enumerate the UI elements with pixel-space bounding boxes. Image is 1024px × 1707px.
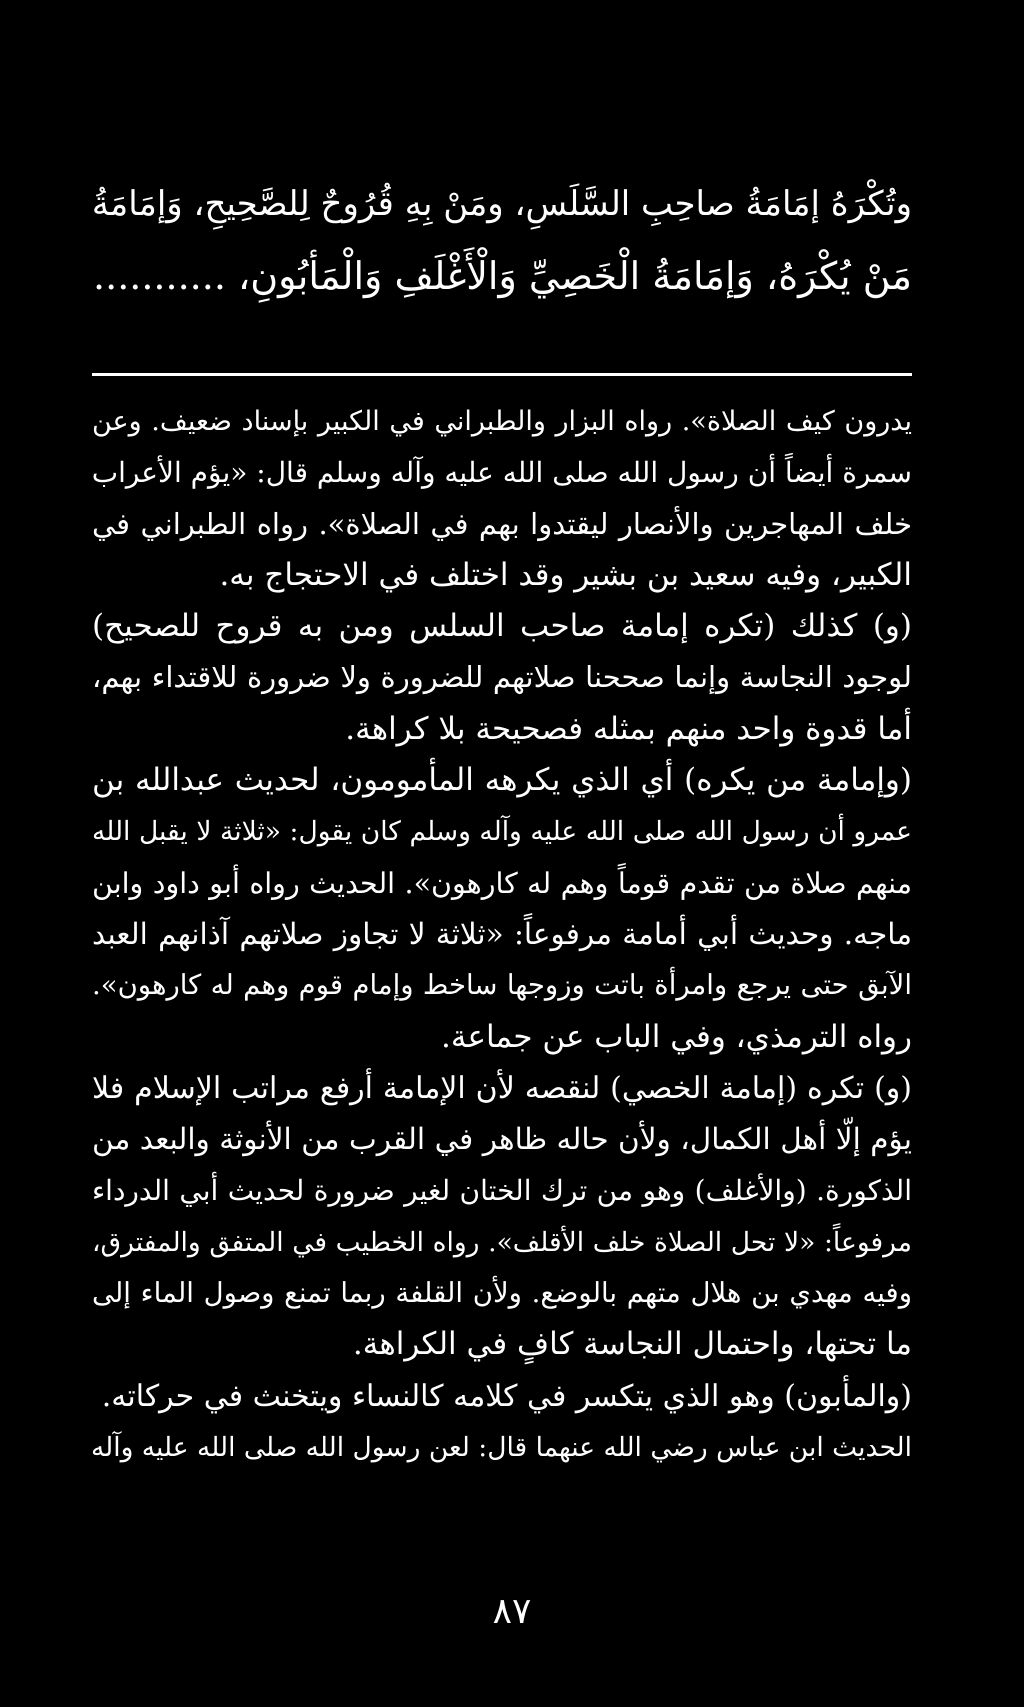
- commentary-line: وفيه مهدي بن هلال متهم بالوضع. ولأن القلفة ربما تمنع وصول الماء إلى: [92, 1277, 912, 1310]
- commentary-line: الآبق حتى يرجع وامرأة باتت وزوجها ساخط وإمام قوم وهم له كارهون».: [92, 969, 912, 1002]
- commentary-line: رواه الترمذي، وفي الباب عن جماعة.: [441, 1018, 912, 1055]
- commentary-line: الحديث ابن عباس رضي الله عنهما قال: لعن رسول الله صلى الله عليه وآله: [90, 1431, 912, 1463]
- commentary-line: سمرة أيضاً أن رسول الله صلى الله عليه وآله وسلم قال: «يؤم الأعراب: [91, 456, 912, 490]
- separator-line: [92, 373, 912, 376]
- commentary-line: ماجه. وحديث أبي أمامة مرفوعاً: «ثلاثة لا تجاوز صلاتهم آذانهم العبد: [92, 916, 912, 951]
- main-text: [92, 168, 912, 312]
- commentary-line: عمرو أن رسول الله صلى الله عليه وآله وسلم كان يقول: «ثلاثة لا يقبل الله: [92, 816, 912, 848]
- commentary-line: منهم صلاة من تقدم قوماً وهم له كارهون». الحديث رواه أبو داود وابن: [92, 866, 912, 900]
- page-number: ٨٧: [492, 1591, 532, 1632]
- commentary-line: (وإمامة من يكره) أي الذي يكرهه المأمومون، لحديث عبدالله بن: [92, 762, 912, 799]
- commentary-line: يؤم إلّا أهل الكمال، ولأن حاله ظاهر في القرب من الأنوثة والبعد من: [92, 1122, 912, 1157]
- commentary-line: (و) كذلك (تكره إمامة صاحب السلس ومن به قروح للصحيح): [92, 608, 912, 645]
- commentary-line: (و) تكره (إمامة الخصي) لنقصه لأن الإمامة أرفع مراتب الإسلام فلا: [92, 1070, 912, 1106]
- commentary-line: الذكورة. (والأغلف) وهو من ترك الختان لغير ضرورة لحديث أبي الدرداء: [92, 1174, 912, 1208]
- main-text-line: مَنْ يُكْرَهُ، وَإمَامَةُ الْخَصِيِّ وَالْأَغْلَفِ وَالْمَأبُونِ، ...........: [93, 254, 912, 298]
- commentary-line: خلف المهاجرين والأنصار ليقتدوا بهم في الصلاة». رواه الطبراني في: [92, 506, 912, 541]
- commentary-line: الكبير، وفيه سعيد بن بشير وقد اختلف في الاحتجاج به.: [219, 556, 912, 593]
- commentary-line: أما قدوة واحد منهم بمثله فصحيحة بلا كراهة.: [345, 710, 912, 747]
- commentary-line: ما تحتها، واحتمال النجاسة كافٍ في الكراهة.: [352, 1326, 912, 1363]
- commentary-line: مرفوعاً: «لا تحل الصلاة خلف الأقلف». رواه الخطيب في المتفق والمفترق،: [92, 1226, 912, 1258]
- main-text-line: وتُكْرَهُ إمَامَةُ صاحِبِ السَّلَسِ، ومَنْ بِهِ قُرُوحٌ لِلصَّحِيحِ، وَإمَامَةُ: [91, 184, 912, 224]
- commentary-line: لوجود النجاسة وإنما صححنا صلاتهم للضرورة ولا ضرورة للاقتداء بهم،: [92, 660, 912, 695]
- commentary-line: (والمأبون) وهو الذي يتكسر في كلامه كالنساء ويتخنث في حركاته.: [101, 1378, 912, 1414]
- commentary-text: [92, 396, 912, 1473]
- commentary-line: يدرون كيف الصلاة». رواه البزار والطبراني في الكبير بإسناد ضعيف. وعن: [92, 406, 912, 437]
